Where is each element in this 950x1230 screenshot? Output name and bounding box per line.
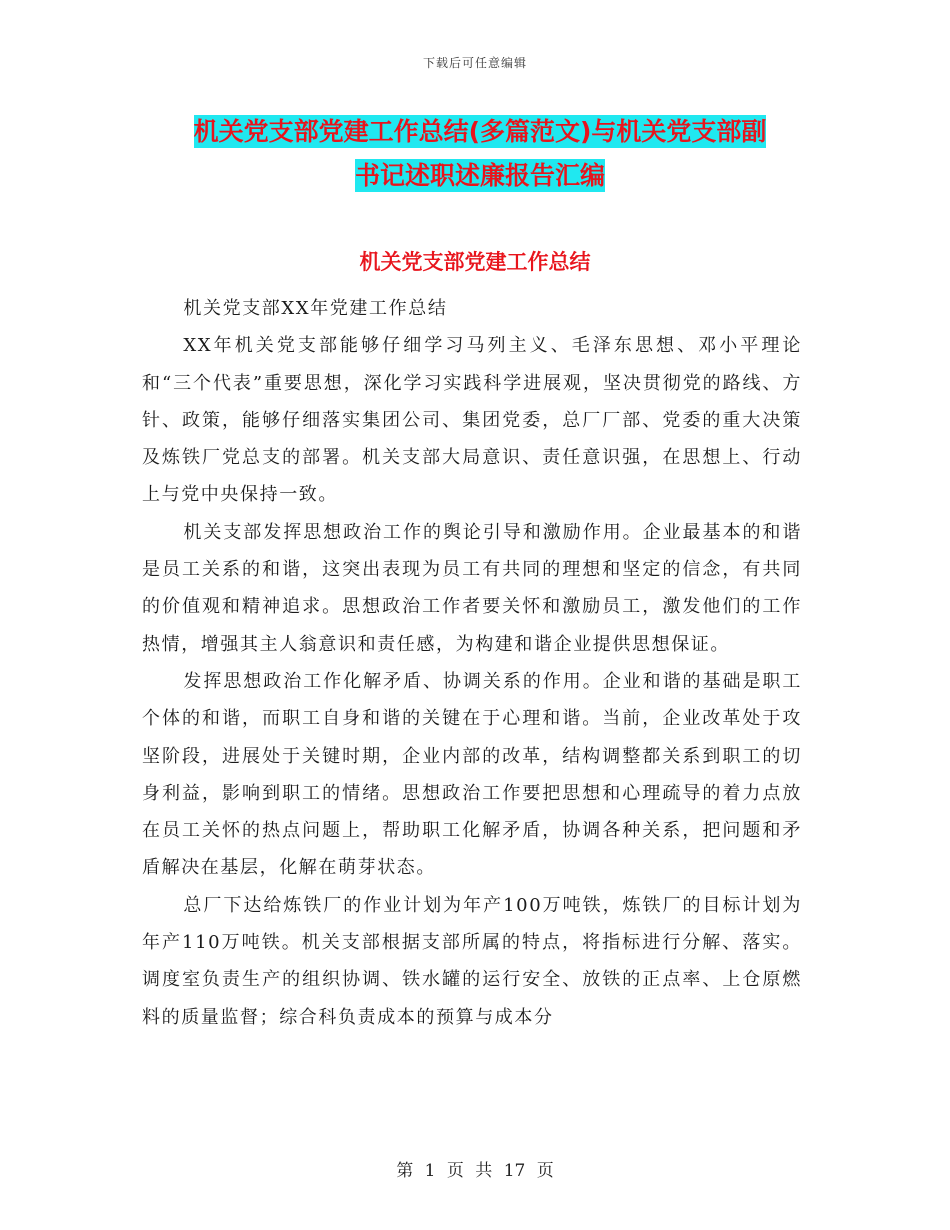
document-title-line-2: 书记述职述廉报告汇编 — [354, 161, 605, 190]
document-title — [150, 110, 810, 198]
section-title: 机关党支部党建工作总结 — [359, 250, 591, 274]
paragraph: 机关支部发挥思想政治工作的舆论引导和激励作用。企业最基本的和谐是员工关系的和谐，这突出表现为员工有共同的理想和坚定的信念，有共同的价值观和精神追求。思想政治工作者要关怀和激励员工，激发他们的工作热情，增强其主人翁意识和责任感，为构建和谐企业提供思想保证。 — [142, 521, 802, 655]
paragraph: 机关党支部XX年党建工作总结 — [183, 298, 448, 319]
body-text — [142, 290, 802, 1036]
paragraph: 总厂下达给炼铁厂的作业计划为年产100万吨铁，炼铁厂的目标计划为年产110万吨铁。机关支部根据支部所属的特点，将指标进行分解、落实。调度室负责生产的组织协调、铁水罐的运行安全、放铁的正点率、上仓原燃料的质量监督；综合科负责成本的预算与成本分 — [142, 894, 802, 1028]
page-number-footer: 第 1 页 共 17 页 — [396, 1161, 554, 1181]
document-title-line-1: 机关党支部党建工作总结(多篇范文)与机关党支部副 — [193, 117, 767, 146]
paragraph: XX年机关党支部能够仔细学习马列主义、毛泽东思想、邓小平理论和“三个代表”重要思想，深化学习实践科学进展观，坚决贯彻党的路线、方针、政策，能够仔细落实集团公司、集团党委，总厂厂部、党委的重大决策及炼铁厂党总支的部署。机关支部大局意识、责任意识强，在思想上、行动上与党中央保持一致。 — [142, 335, 802, 506]
paragraph: 发挥思想政治工作化解矛盾、协调关系的作用。企业和谐的基础是职工个体的和谐，而职工自身和谐的关键在于心理和谐。当前，企业改革处于攻坚阶段，进展处于关键时期，企业内部的改革，结构调整都关系到职工的切身利益，影响到职工的情绪。思想政治工作要把思想和心理疏导的着力点放在员工关怀的热点问题上，帮助职工化解矛盾，协调各种关系，把问题和矛盾解决在基层，化解在萌芽状态。 — [142, 670, 802, 879]
header-note: 下载后可任意编辑 — [422, 56, 527, 70]
